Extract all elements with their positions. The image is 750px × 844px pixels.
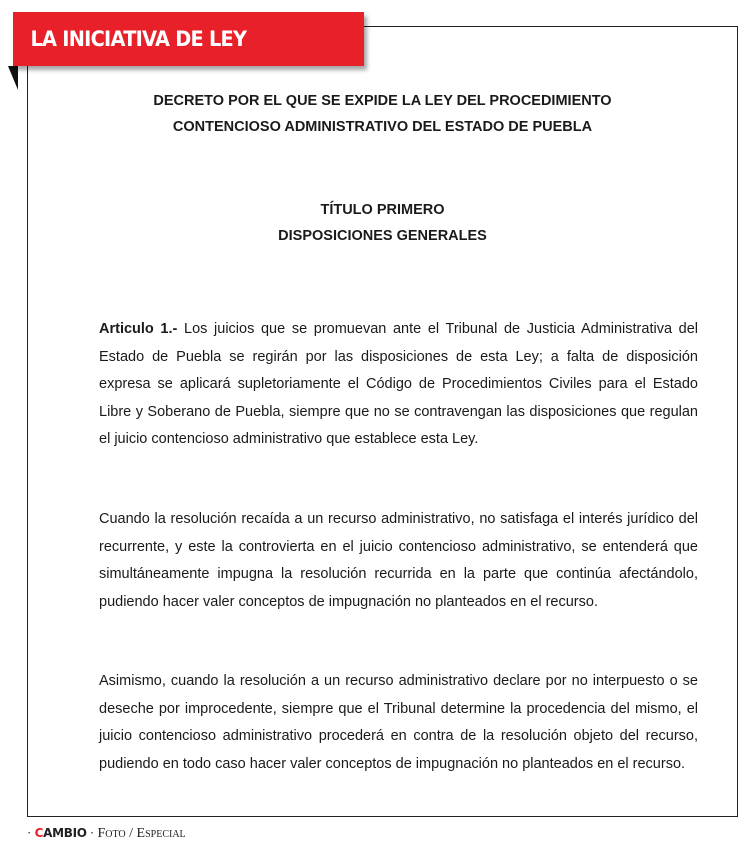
article-1-paragraph xyxy=(99,316,698,454)
decree-heading-line-2: CONTENCIOSO ADMINISTRATIVO DEL ESTADO DE PUEBLA xyxy=(172,119,593,135)
photo-caption xyxy=(27,825,186,842)
decree-heading xyxy=(27,88,738,140)
cambio-logo-rest: AMBIO xyxy=(43,826,87,840)
photo-credit: Foto / Especial xyxy=(97,826,186,841)
caption-separator: · xyxy=(89,825,95,840)
caption-bullet: · xyxy=(27,825,32,840)
section-banner xyxy=(13,12,364,66)
banner-label: LA INICIATIVA DE LEY xyxy=(30,27,247,51)
cambio-logo-first: C xyxy=(34,826,44,840)
cambio-logo xyxy=(35,826,87,840)
article-label: Articulo 1.- xyxy=(99,321,178,337)
title-disposiciones: DISPOSICIONES GENERALES xyxy=(278,228,487,244)
title-heading xyxy=(27,197,738,249)
article-1-text: Los juicios que se promuevan ante el Tribunal de Justicia Administrativa del Estado de Puebla se regirán por las disposiciones de esta Ley; a falta de disposición expresa se aplicará supletoriamente el Código de Procedimientos Civiles para el Estado Libre y Soberano de Puebla, siempre que no se contravengan las disposiciones que regulan el juicio contencioso administrativo que establece esta Ley. xyxy=(99,321,699,447)
banner-fold xyxy=(8,66,18,90)
paragraph-2: Cuando la resolución recaída a un recurso administrativo, no satisfaga el interés jurídico del recurrente, y este la controvierta en el juicio contencioso administrativo, se entenderá que simultáneamente impugna la resolución recurrida en la parte que continúa afectándolo, pudiendo hacer valer conceptos de impugnación no planteados en el recurso. xyxy=(99,511,698,610)
decree-heading-line-1: DECRETO POR EL QUE SE EXPIDE LA LEY DEL PROCEDIMIENTO xyxy=(153,93,612,109)
title-primero: TÍTULO PRIMERO xyxy=(320,202,445,218)
paragraph-3: Asimismo, cuando la resolución a un recurso administrativo declare por no interpuesto o se deseche por improcedente, siempre que el Tribunal determine la procedencia del mismo, el juicio contencioso administrativo procederá en contra de la resolución objeto del recurso, pudiendo en todo caso hacer valer conceptos de impugnación no planteados en el recurso. xyxy=(99,673,698,772)
